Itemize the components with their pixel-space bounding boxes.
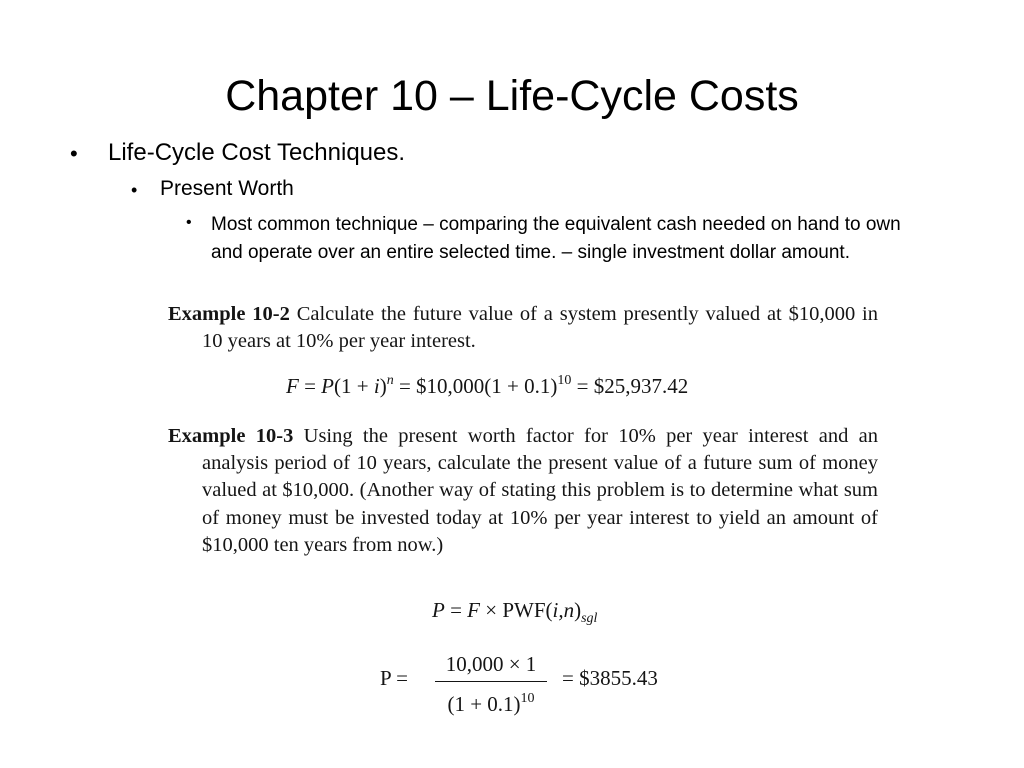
present-value-fraction: [435, 650, 547, 718]
bullet-life-cycle-cost-techniques: Life-Cycle Cost Techniques.: [108, 139, 406, 166]
bullet-marker-level3: •: [186, 214, 192, 231]
present-worth-factor-formula: $P = F \times PWF(i,n)_{sgl}$: [432, 598, 598, 626]
future-value-result: = $25,937.42: [576, 374, 689, 398]
bullet-marker-level1: •: [70, 141, 78, 166]
present-value-calculation: [380, 650, 710, 722]
fraction-numerator: 10,000 × 1: [445, 652, 537, 676]
example-10-3: [168, 423, 878, 559]
bullet-present-worth: Present Worth: [160, 177, 294, 200]
fraction-bar: [435, 681, 547, 682]
present-value-result: = $3855.43: [562, 666, 658, 690]
example-10-2: [168, 301, 878, 355]
example-10-3-label: Example 10-3: [168, 425, 294, 447]
example-10-2-text: Calculate the future value of a system presently valued at $10,000 in 10 years at 10% per year interest.: [202, 303, 878, 353]
future-value-formula: $F = P(1 + i)^n$ = $10,000(1 + 0.1)$^{10}$ = $25,937.42: [286, 373, 689, 398]
bullet-marker-level2: •: [131, 180, 138, 200]
example-10-2-label: Example 10-2: [168, 303, 290, 325]
slide-title: Chapter 10 – Life-Cycle Costs: [225, 72, 799, 120]
fraction-denominator: $(1 + 0.1)^{10}$: [447, 691, 535, 716]
present-value-lhs: P =: [380, 666, 408, 690]
example-10-3-text: Using the present worth factor for 10% per year interest and an analysis period of 10 years, calculate the present value of a future sum of money valued at $10,000. (Another way of stating this problem is to determine what sum of money must be invested today at 10% per year interest to yield an amount of $10,000 ten years from now.): [202, 425, 879, 556]
bullet-most-common-technique: Most common technique – comparing the equivalent cash needed on hand to own and operate over an entire selected time. – single investment dollar amount.: [211, 214, 901, 263]
